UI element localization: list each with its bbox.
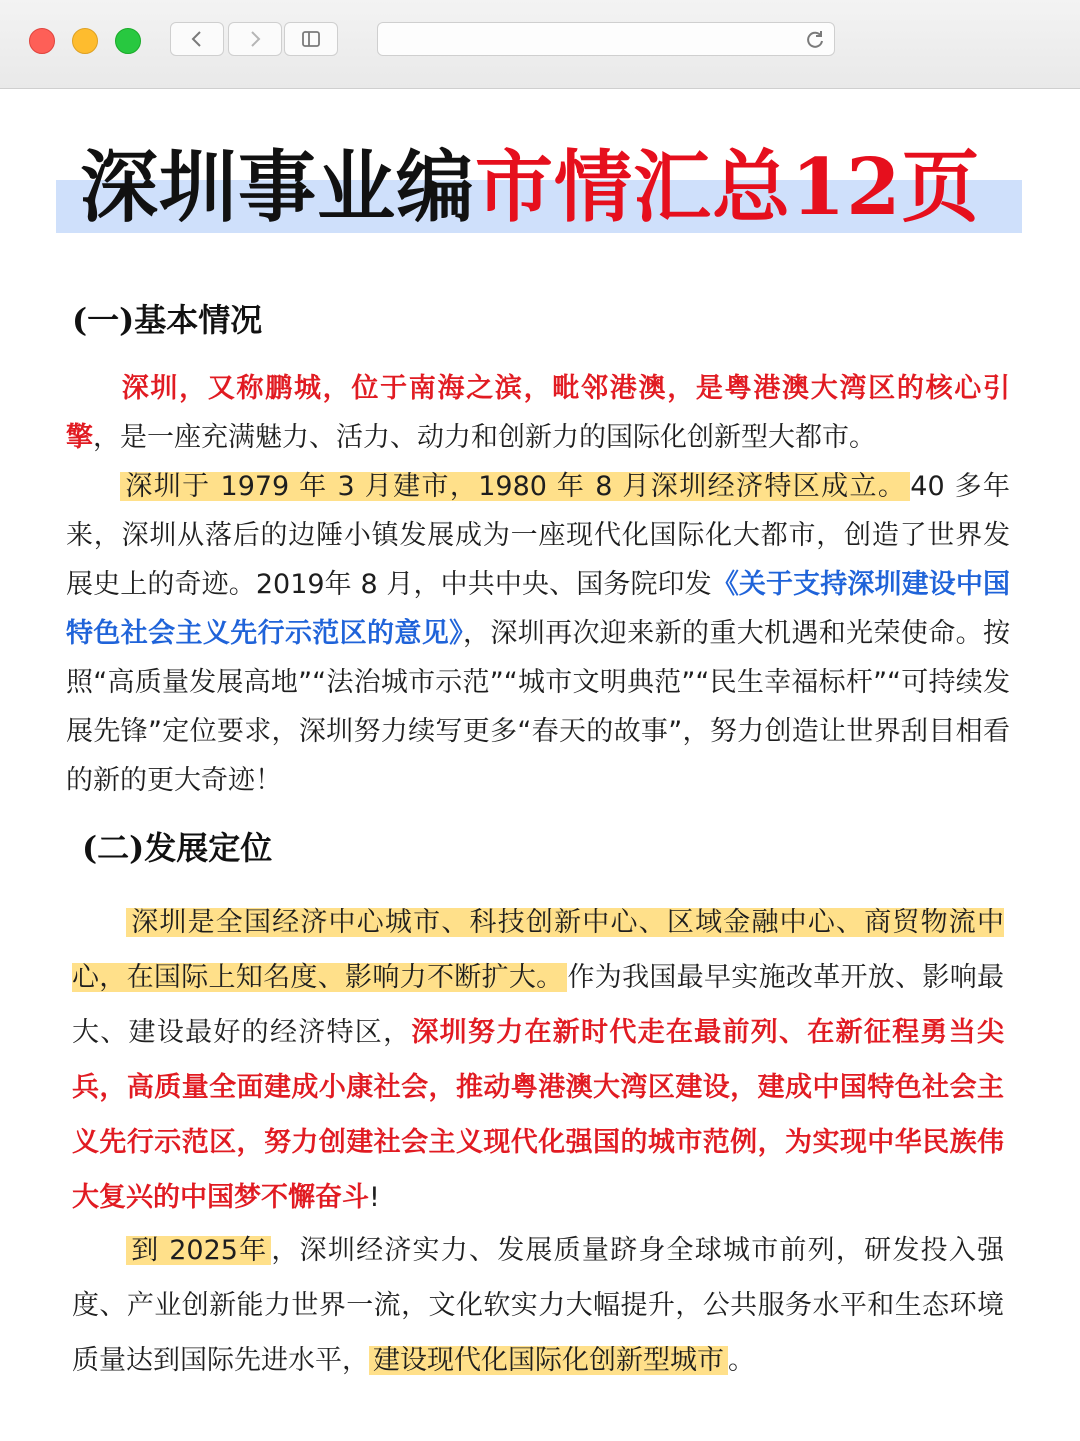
- history-highlight: 深圳于 1979 年 3 月建市，1980 年 8 月深圳经济特区成立。: [120, 471, 910, 502]
- history-text-1: 40 多年来，深圳从落后的边陲小镇发展成为一座现代化国际化大都市，创造了世界发展史上的奇迹。2019年 8 月，中共中央、国务院印发: [66, 471, 1010, 600]
- minimize-window-button[interactable]: [72, 28, 98, 54]
- address-bar[interactable]: [377, 22, 835, 56]
- title-red-part: 市情汇总12页: [475, 142, 981, 233]
- browser-toolbar: [0, 0, 1080, 89]
- policy-document-link: 《关于支持深圳建设中国特色社会主义先行示范区的意见》: [66, 569, 1011, 649]
- paragraph-history: [66, 462, 1010, 805]
- reload-button[interactable]: [804, 29, 826, 55]
- sidebar-icon: [301, 30, 321, 48]
- goals-text-2: 。: [728, 1345, 755, 1376]
- section-heading-basic-info: (一)基本情况: [72, 301, 263, 339]
- positioning-text-2: !: [369, 1182, 380, 1213]
- back-button[interactable]: [170, 22, 224, 56]
- paragraph-intro: [66, 364, 1010, 462]
- sidebar-toggle-button[interactable]: [284, 22, 338, 56]
- chevron-right-icon: [248, 30, 262, 48]
- forward-button[interactable]: [228, 22, 282, 56]
- positioning-text-1: 作为我国最早实施改革开放、影响最大、建设最好的经济特区，: [72, 962, 1005, 1048]
- history-text-2: ，深圳再次迎来新的重大机遇和光荣使命。按照“高质量发展高地”“法治城市示范”“城市文明典范”“民生幸福标杆”“可持续发展先锋”定位要求，深圳努力续写更多“春天的故事”，努力创造让世界刮目相看的新的更大奇迹！: [66, 618, 1010, 796]
- reload-icon: [804, 29, 826, 51]
- section-heading-positioning: (二)发展定位: [82, 829, 273, 867]
- chevron-left-icon: [190, 30, 204, 48]
- goals-text-1: ，深圳经济实力、发展质量跻身全球城市前列，研发投入强度、产业创新能力世界一流，文化软实力大幅提升，公共服务水平和生态环境质量达到国际先进水平，: [72, 1235, 1005, 1376]
- page-title: [80, 138, 1040, 238]
- positioning-highlight: 深圳是全国经济中心城市、科技创新中心、区域金融中心、商贸物流中心，在国际上知名度、影响力不断扩大。: [72, 907, 1004, 993]
- zoom-window-button[interactable]: [115, 28, 141, 54]
- paragraph-2025-goals: [72, 1223, 1004, 1388]
- title-black-part: 深圳事业编: [80, 142, 476, 233]
- intro-rest-text: ，是一座充满魅力、活力、动力和创新力的国际化创新型大都市。: [93, 422, 876, 453]
- paragraph-positioning: [72, 895, 1004, 1225]
- goal-city-highlight: 建设现代化国际化创新型城市: [369, 1345, 728, 1376]
- close-window-button[interactable]: [29, 28, 55, 54]
- intro-red-text: 深圳，又称鹏城，位于南海之滨，毗邻港澳，是粤港澳大湾区的核心引擎: [66, 373, 1010, 453]
- goal-year-highlight: 到 2025年: [126, 1235, 271, 1266]
- positioning-red-text: 深圳努力在新时代走在最前列、在新征程勇当尖兵，高质量全面建成小康社会，推动粤港澳大湾区建设，建成中国特色社会主义先行示范区，努力创建社会主义现代化强国的城市范例，为实现中华民族伟大复兴的中国梦不懈奋斗: [72, 1017, 1004, 1213]
